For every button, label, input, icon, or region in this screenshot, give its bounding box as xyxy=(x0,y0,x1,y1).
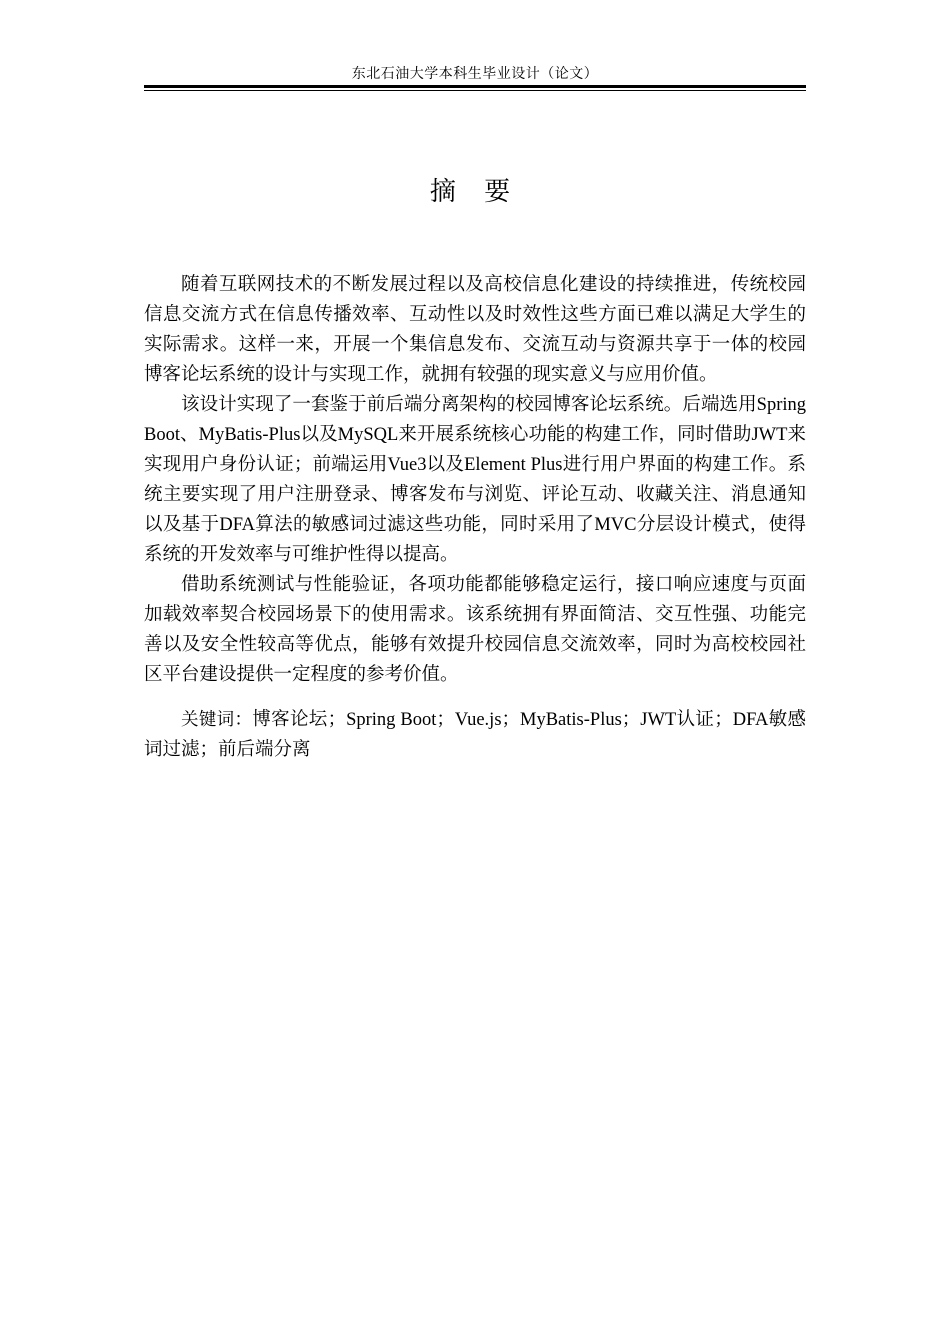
abstract-body xyxy=(144,270,806,765)
keywords-text: 博客论坛；Spring Boot；Vue.js；MyBatis-Plus；JWT认证；DFA敏感词过滤；前后端分离 xyxy=(144,710,806,760)
keywords-label: 关键词： xyxy=(181,710,253,730)
running-header: 东北石油大学本科生毕业设计（论文） xyxy=(351,67,599,82)
abstract-paragraph-2: 该设计实现了一套鉴于前后端分离架构的校园博客论坛系统。后端选用Spring Boot、MyBatis-Plus以及MySQL来开展系统核心功能的构建工作，同时借助JWT来实现用户身份认证；前端运用Vue3以及Element Plus进行用户界面的构建工作。系统主要实现了用户注册登录、博客发布与浏览、评论互动、收藏关注、消息通知以及基于DFA算法的敏感词过滤这些功能，同时采用了MVC分层设计模式，使得系统的开发效率与可维护性得以提高。 xyxy=(144,395,806,565)
abstract-paragraph-3: 借助系统测试与性能验证，各项功能都能够稳定运行，接口响应速度与页面加载效率契合校园场景下的使用需求。该系统拥有界面简洁、交互性强、功能完善以及安全性较高等优点，能够有效提升校园信息交流效率，同时为高校校园社区平台建设提供一定程度的参考价值。 xyxy=(144,575,806,685)
header-rule-thick xyxy=(144,85,806,88)
abstract-paragraph-1: 随着互联网技术的不断发展过程以及高校信息化建设的持续推进，传统校园信息交流方式在信息传播效率、互动性以及时效性这些方面已难以满足大学生的实际需求。这样一来，开展一个集信息发布、交流互动与资源共享于一体的校园博客论坛系统的设计与实现工作，就拥有较强的现实意义与应用价值。 xyxy=(144,275,806,385)
keywords-line xyxy=(144,705,806,765)
header-rule-thin xyxy=(144,90,806,91)
abstract-title: 摘 要 xyxy=(429,177,521,207)
